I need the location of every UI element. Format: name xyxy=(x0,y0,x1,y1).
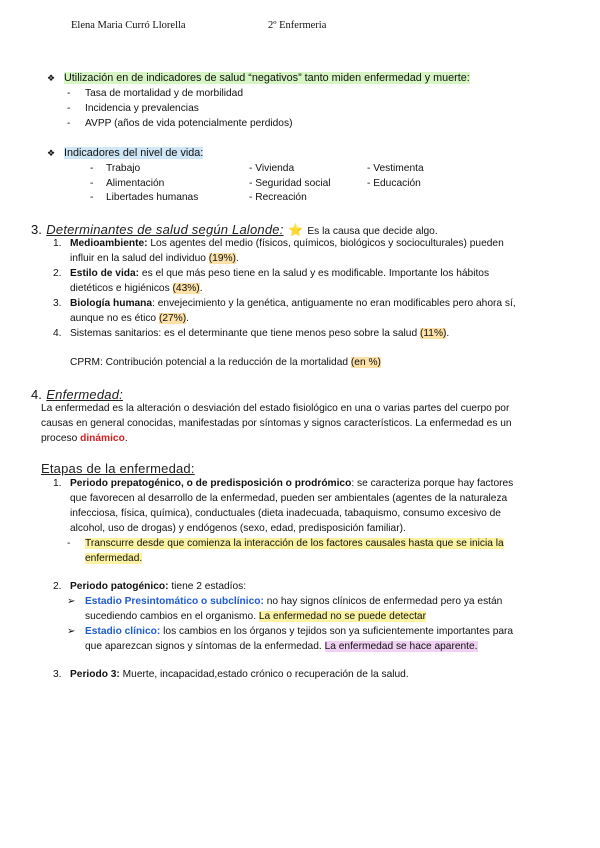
list-number: 4. xyxy=(53,328,62,339)
list-item: Incidencia y prevalencias xyxy=(85,103,199,114)
determinante-item: Estilo de vida: es el que más peso tiene en la salud y es modificable. Importante los hábitos xyxy=(70,268,490,279)
list-number: 3. xyxy=(53,298,62,309)
header-course: 2º Enfermeria xyxy=(268,20,327,31)
determinante-item: Biología humana: envejecimiento y la genética, antiguamente no eran modificables pero ahora sí, xyxy=(70,298,516,309)
list-number: 1. xyxy=(53,238,62,249)
list-item: Alimentación xyxy=(106,178,165,189)
list-item: - Recreación xyxy=(249,192,307,203)
list-item: - xyxy=(67,118,71,129)
estadio-presintomatico: Estadio Presintomático o subclínico: no hay signos clínicos de enfermedad pero ya están xyxy=(85,596,503,607)
determinante-item-cont: influir en la salud del individuo (19%). xyxy=(70,253,239,264)
estadio-clinico: Estadio clínico: los cambios en los órganos y tejidos son ya suficientemente importantes para xyxy=(85,626,514,637)
list-item: Tasa de mortalidad y de morbilidad xyxy=(85,88,243,99)
estadio-text: sucediendo cambios en el organismo. La enfermedad no se puede detectar xyxy=(85,611,426,622)
etapas-heading: Etapas de la enfermedad: xyxy=(41,461,195,476)
list-item: - Educación xyxy=(367,178,421,189)
list-item: AVPP (años de vida potencialmente perdidos) xyxy=(85,118,293,129)
periodo-prepatogenico: Periodo prepatogénico, o de predisposición o prodrómico: se caracteriza porque hay factores xyxy=(70,478,514,489)
diamond-bullet-icon: ❖ xyxy=(47,148,56,158)
periodo-subnote: enfermedad. xyxy=(85,553,143,564)
enfermedad-paragraph: causas en general conocidas, manifestadas por síntomas y signos característicos. La enfermedad es un xyxy=(41,418,512,429)
list-item: - Vestimenta xyxy=(367,163,424,174)
periodo-text: infecciosa, física, química), conductuales (dieta inadecuada, tabaquismo, consumo excesivo de xyxy=(70,508,501,519)
star-icon: ⭐ xyxy=(287,223,303,237)
list-number: 2. xyxy=(53,581,62,592)
determinante-item-cont: dietéticos e higiénicos (43%). xyxy=(70,283,203,294)
arrow-bullet-icon: ➢ xyxy=(67,626,76,637)
header-author: Elena Maria Curró Llorella xyxy=(71,20,186,31)
list-dash: - xyxy=(67,538,71,549)
list-dash: - xyxy=(90,192,94,203)
list-dash: - xyxy=(90,178,94,189)
list-item: Trabajo xyxy=(106,163,141,174)
determinante-item-cont: aunque no es ético (27%). xyxy=(70,313,189,324)
arrow-bullet-icon: ➢ xyxy=(67,596,76,607)
list-item: - Seguridad social xyxy=(249,178,331,189)
periodo-text: que favorecen al desarrollo de la enfermedad, pueden ser ambientales (agentes de la naturaleza xyxy=(70,493,508,504)
negativos-title: Utilización en de indicadores de salud “negativos” tanto miden enfermedad y muerte: xyxy=(64,72,470,84)
list-number: 3. xyxy=(53,669,62,680)
enfermedad-paragraph: proceso dinámico. xyxy=(41,433,128,444)
list-item: - xyxy=(67,88,71,99)
periodo-text: alcohol, uso de drogas) y endógenos (sexo, edad, predisposición familiar). xyxy=(70,523,406,534)
nivel-vida-bullet xyxy=(47,147,55,159)
estadio-text: que aparezcan signos y síntomas de la enfermedad. La enfermedad se hace aparente. xyxy=(85,641,478,652)
periodo-subnote: Transcurre desde que comienza la interacción de los factores causales hasta que se inicia la xyxy=(85,538,504,549)
cprm-note: CPRM: Contribución potencial a la reducción de la mortalidad (en %) xyxy=(70,357,381,368)
diamond-bullet-icon: ❖ xyxy=(47,73,56,83)
list-item: Libertades humanas xyxy=(106,192,199,203)
list-number: 1. xyxy=(53,478,62,489)
negativos-bullet xyxy=(47,72,55,84)
list-dash: - xyxy=(90,163,94,174)
list-item: - Vivienda xyxy=(249,163,295,174)
nivel-vida-title: Indicadores del nivel de vida: xyxy=(64,147,204,159)
list-number: 2. xyxy=(53,268,62,279)
list-item: - xyxy=(67,103,71,114)
enfermedad-paragraph: La enfermedad es la alteración o desviación del estado fisiológico en una o varias partes del cuerpo por xyxy=(41,403,510,414)
determinante-item: Sistemas sanitarios: es el determinante que tiene menos peso sobre la salud (11%). xyxy=(70,328,450,339)
determinante-item: Medioambiente: Los agentes del medio (físicos, químicos, biológicos y socioculturales) pueden xyxy=(70,238,504,249)
periodo-patogenico: Periodo patogénico: tiene 2 estadíos: xyxy=(70,581,247,592)
enfermedad-heading: 4. Enfermedad: xyxy=(31,387,123,402)
periodo-3: Periodo 3: Muerte, incapacidad,estado crónico o recuperación de la salud. xyxy=(70,669,409,680)
determinantes-heading: 3. Determinantes de salud según Lalonde: ⭐ Es la causa que decide algo. xyxy=(31,222,438,237)
